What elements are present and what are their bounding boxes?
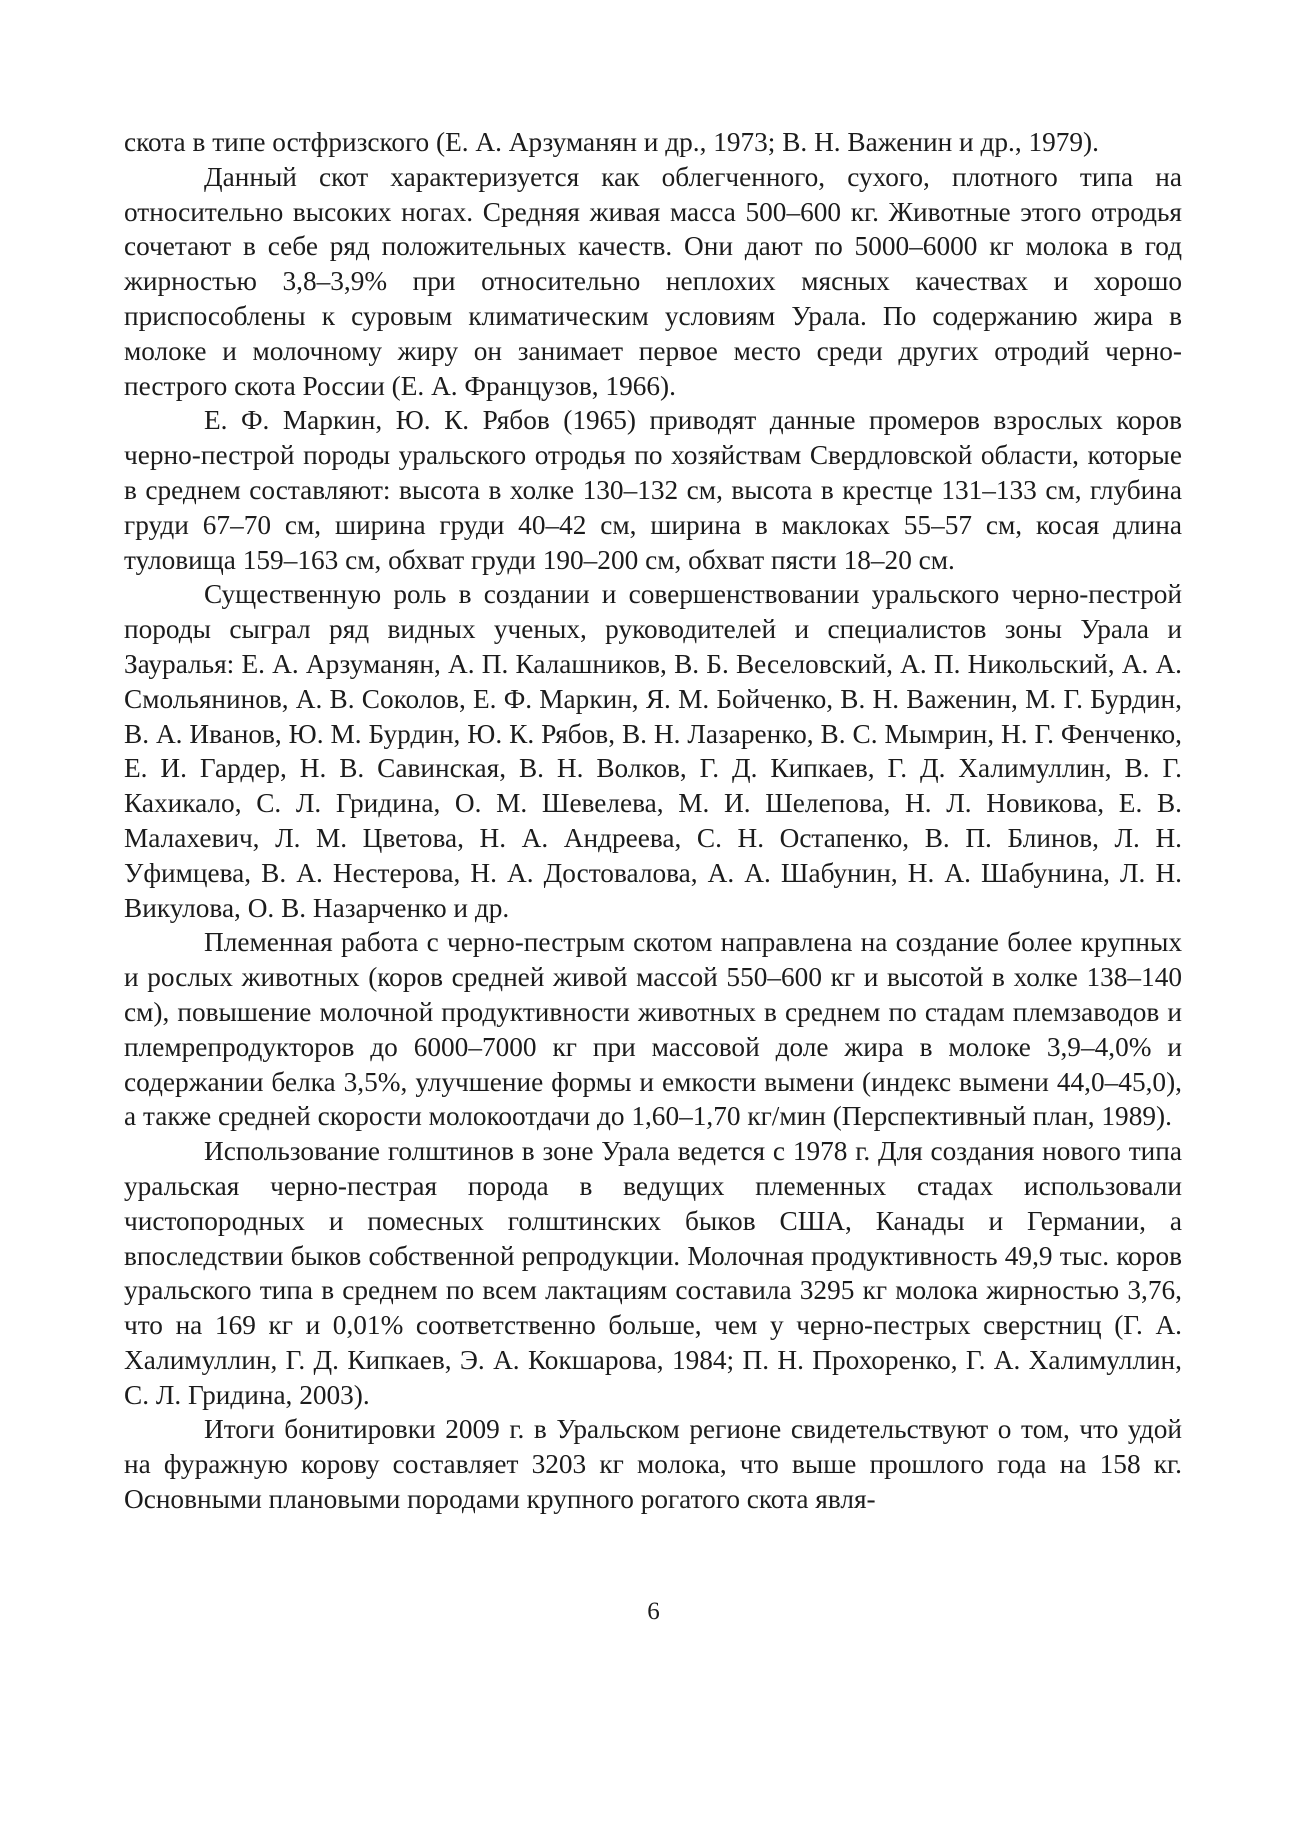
paragraph: Итоги бонитировки 2009 г. в Уральском регионе свидетельствуют о том, что удой на фуражную корову составляет 3203 кг молока, что выше прошлого года на 158 кг. Основными плановыми породами крупного рогатого скота явля- [124, 1414, 1182, 1515]
paragraph: Существенную роль в создании и совершенствовании уральского черно-пестрой породы сыграл ряд видных ученых, руководителей и специалистов зоны Урала и Зауралья: Е. А. Арзуманян, А. П. Калашников, В. Б. Веселовский, А. П. Никольский, А. А. Смольянинов, А. В. Соколов, Е. Ф. Маркин, Я. М. Бойченко, В. Н. Важенин, М. Г. Бурдин, В. А. Иванов, Ю. М. Бурдин, Ю. К. Рябов, В. Н. Лазаренко, В. С. Мымрин, Н. Г. Фенченко, Е. И. Гардер, Н. В. Савинская, В. Н. Волков, Г. Д. Кипкаев, Г. Д. Халимуллин, В. Г. Кахикало, С. Л. Гридина, О. М. Шевелева, М. И. Шелепова, Н. Л. Новикова, Е. В. Малахевич, Л. М. Цветова, Н. А. Андреева, С. Н. Остапенко, В. П. Блинов, Л. Н. Уфимцева, В. А. Нестерова, Н. А. Достовалова, А. А. Шабунин, Н. А. Шабунина, Л. Н. Викулова, О. В. Назарченко и др. [124, 579, 1182, 923]
paragraph: Данный скот характеризуется как облегченного, сухого, плотного типа на относительно высоких ногах. Средняя живая масса 500–600 кг. Животные этого отродья сочетают в себе ряд положительных качеств. Они дают по 5000–6000 кг молока в год жирностью 3,8–3,9% при относительно неплохих мясных качествах и хорошо приспособлены к суровым климатическим условиям Урала. По содержанию жира в молоке и молочному жиру он занимает первое место среди других отродий черно-пестрого скота России (Е. А. Французов, 1966). [124, 161, 1182, 401]
paragraph: Е. Ф. Маркин, Ю. К. Рябов (1965) приводят данные промеров взрослых коров черно-пестрой породы уральского отродья по хозяйствам Свердловской области, которые в среднем составляют: высота в холке 130–132 см, высота в крестце 131–133 см, глубина груди 67–70 см, ширина груди 40–42 см, ширина в маклоках 55–57 см, косая длина туловища 159–163 см, обхват груди 190–200 см, обхват пясти 18–20 см. [124, 405, 1182, 575]
paragraph-continuation: скота в типе остфризского (Е. А. Арзуманян и др., 1973; В. Н. Важенин и др., 1979). [124, 127, 1099, 157]
paragraph: Племенная работа с черно-пестрым скотом направлена на создание более крупных и рослых животных (коров средней живой массой 550–600 кг и высотой в холке 138–140 см), повышение молочной продуктивности животных в среднем по стадам племзаводов и племрепродукторов до 6000–7000 кг при массовой доле жира в молоке 3,9–4,0% и содержании белка 3,5%, улучшение формы и емкости вымени (индекс вымени 44,0–45,0), а также средней скорости молокоотдачи до 1,60–1,70 кг/мин (Перспективный план, 1989). [124, 927, 1182, 1132]
page-number: 6 [647, 1598, 660, 1625]
paragraph: Использование голштинов в зоне Урала ведется с 1978 г. Для создания нового типа уральская черно-пестрая порода в ведущих племенных стадах использовали чистопородных и помесных голштинских быков США, Канады и Германии, а впоследствии быков собственной репродукции. Молочная продуктивность 49,9 тыс. коров уральского типа в среднем по всем лактациям составила 3295 кг молока жирностью 3,76, что на 169 кг и 0,01% соответственно больше, чем у черно-пестрых сверстниц (Г. А. Халимуллин, Г. Д. Кипкаев, Э. А. Кокшарова, 1984; П. Н. Прохоренко, Г. А. Халимуллин, С. Л. Гридина, 2003). [124, 1136, 1182, 1410]
body-text [124, 125, 1182, 1517]
